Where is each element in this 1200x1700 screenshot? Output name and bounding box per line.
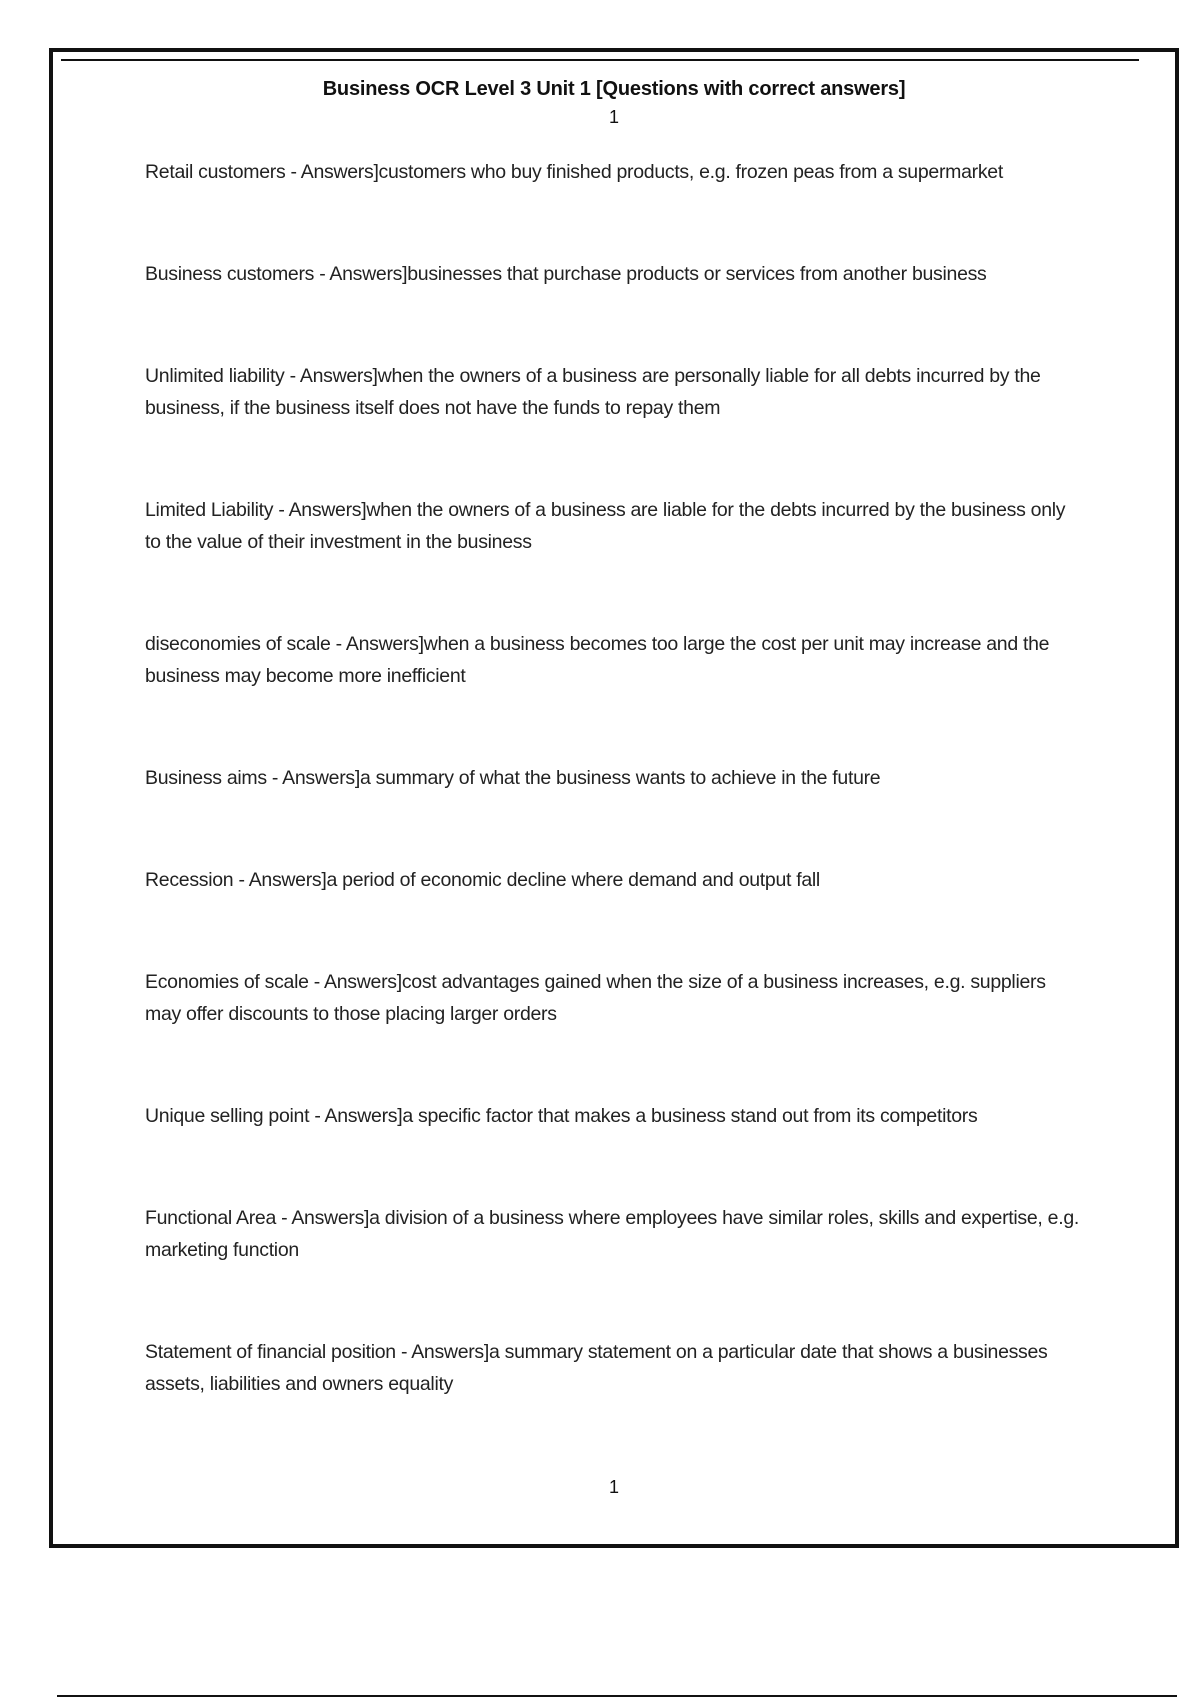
qa-entry: Functional Area - Answers]a division of a business where employees have similar roles, skills and expertise, e.g. marketing function	[145, 1207, 1079, 1261]
qa-entry: Recession - Answers]a period of economic decline where demand and output fall	[145, 869, 820, 891]
top-rule	[61, 59, 1139, 61]
document-title: Business OCR Level 3 Unit 1 [Questions with correct answers]	[322, 78, 906, 100]
qa-list	[145, 156, 1085, 1400]
next-page-top-rule	[57, 1695, 1177, 1697]
qa-entry: Economies of scale - Answers]cost advantages gained when the size of a business increases, e.g. suppliers may offer discounts to those placing larger orders	[145, 971, 1046, 1025]
qa-entry: diseconomies of scale - Answers]when a business becomes too large the cost per unit may increase and the business may become more inefficient	[145, 633, 1050, 687]
qa-entry: Limited Liability - Answers]when the owners of a business are liable for the debts incurred by the business only to the value of their investment in the business	[145, 499, 1066, 553]
header-page-number: 1	[608, 107, 619, 127]
qa-entry: Retail customers - Answers]customers who buy finished products, e.g. frozen peas from a supermarket	[145, 161, 1003, 183]
qa-entry: Statement of financial position - Answers]a summary statement on a particular date that shows a businesses assets, liabilities and owners equality	[145, 1341, 1048, 1395]
footer-page-number: 1	[608, 1477, 619, 1497]
page-frame	[49, 48, 1179, 1548]
qa-entry: Business aims - Answers]a summary of what the business wants to achieve in the future	[145, 767, 881, 789]
qa-entry: Business customers - Answers]businesses that purchase products or services from another business	[145, 263, 987, 285]
qa-entry: Unique selling point - Answers]a specific factor that makes a business stand out from its competitors	[145, 1105, 978, 1127]
qa-entry: Unlimited liability - Answers]when the owners of a business are personally liable for all debts incurred by the business, if the business itself does not have the funds to repay them	[145, 365, 1041, 419]
